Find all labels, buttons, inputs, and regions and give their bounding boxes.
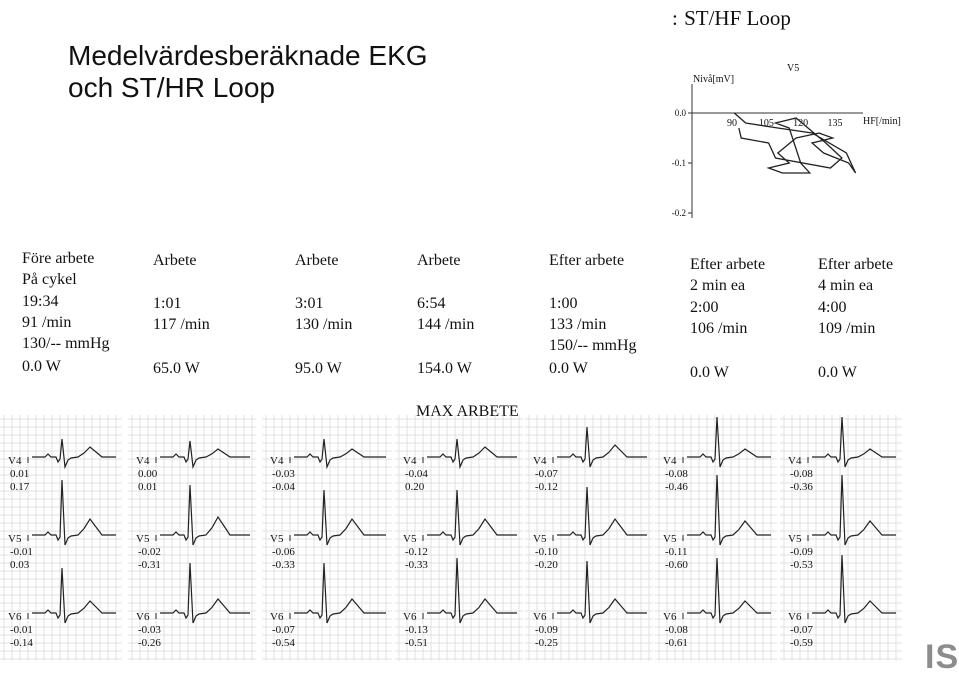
lead-values [8,455,29,494]
stage-column-line: Efter arbete [690,256,766,273]
ecg-panel [395,415,523,661]
lead-values [270,533,295,572]
loop-y-tick-label: 0.0 [674,108,686,118]
lead-name: V4 [8,455,22,467]
lead-name: V5 [403,533,417,545]
stage-column-line: 117 /min [153,316,210,333]
lead-name: V4 [136,455,150,467]
lead-value: -0.20 [535,559,558,571]
lead-value: -0.60 [665,559,688,571]
lead-name: V6 [270,611,284,623]
lead-value: -0.09 [535,624,558,636]
lead-value: -0.03 [138,624,161,636]
lead-value: -0.07 [790,624,813,636]
lead-value: -0.46 [665,481,688,493]
lead-name: V6 [8,611,22,623]
lead-value: -0.25 [535,637,558,649]
lead-value: 0.03 [10,559,30,571]
lead-value: 0.00 [138,468,158,480]
lead-value: 0.17 [10,481,30,493]
lead-value: -0.61 [665,637,688,649]
stage-column-line: 2:00 [690,299,719,316]
lead-values [788,455,813,494]
stage-column-line: 130/-- mmHg [22,335,110,352]
stage-column-line: 0.0 W [549,360,588,377]
lead-value: -0.09 [790,546,813,558]
lead-values [136,533,161,572]
ecg-trace-v4 [160,441,250,467]
lead-values [403,611,428,650]
stage-columns [0,250,959,400]
lead-value: -0.26 [138,637,161,649]
lead-value: -0.53 [790,559,813,571]
lead-name: V5 [136,533,150,545]
ecg-trace-v6 [294,563,386,623]
lead-values [136,611,161,650]
slide-title [68,40,428,104]
lead-value: 0.20 [405,481,425,493]
lead-name: V4 [788,455,802,467]
lead-value: -0.33 [405,559,428,571]
lead-name: V6 [136,611,150,623]
lead-name: V5 [663,533,677,545]
ecg-trace-v5 [32,480,116,545]
lead-value: -0.12 [535,481,558,493]
max-work-label: MAX ARBETE [416,403,519,420]
lead-value: -0.08 [665,624,688,636]
ecg-panel [655,415,777,661]
ecg-trace-v6 [557,561,647,623]
lead-value: -0.01 [10,624,33,636]
lead-value: -0.06 [272,546,295,558]
lead-value: -0.10 [535,546,558,558]
lead-value: -0.14 [10,637,33,649]
ecg-panel [780,415,902,661]
stage-column-line: 2 min ea [690,277,746,294]
lead-values [788,611,813,650]
title-line-1: Medelvärdesberäknade EKG [68,40,428,71]
lead-value: -0.02 [138,546,161,558]
stage-column-line: 4 min ea [818,277,874,294]
lead-name: V5 [8,533,22,545]
loop-lead-label: V5 [787,63,800,74]
lead-values [8,611,33,650]
lead-name: V6 [788,611,802,623]
st-hr-loop-chart [655,56,925,226]
ecg-trace-v6 [32,568,116,623]
loop-x-axis-label: HF[/min] [863,116,901,127]
ecg-trace-v4 [812,417,896,467]
lead-name: V4 [663,455,677,467]
ecg-panel [262,415,392,661]
ecg-panel [128,415,256,661]
lead-name: V6 [533,611,547,623]
lead-value: -0.08 [790,468,813,480]
loop-title [672,6,791,31]
lead-values [403,533,428,572]
ecg-trace-v6 [687,558,771,623]
ecg-trace-v4 [687,417,771,467]
stage-column-line: 6:54 [417,295,446,312]
lead-values [136,455,157,494]
title-line-2: och ST/HR Loop [68,72,275,103]
stage-column-line: 150/-- mmHg [549,337,637,354]
stage-column-line: 130 /min [295,316,353,333]
stage-column-line: Arbete [417,252,461,269]
loop-x-tick-label: 90 [727,118,737,129]
loop-title-lead: : [672,6,679,30]
ecg-trace-v6 [812,555,896,623]
stage-column-line: 106 /min [690,320,748,337]
stage-column-line: 19:34 [22,293,59,310]
lead-value: -0.11 [665,546,688,558]
lead-value: 0.01 [10,468,30,480]
stage-column-line: 133 /min [549,316,607,333]
ecg-trace-v5 [812,475,896,545]
stage-column-line: 1:01 [153,295,182,312]
lead-name: V4 [533,455,547,467]
lead-value: -0.04 [405,468,428,480]
ecg-trace-v5 [294,490,386,545]
lead-value: -0.54 [272,637,295,649]
stage-column-line: Arbete [153,252,197,269]
stage-column-line: 91 /min [22,314,72,331]
lead-value: -0.07 [535,468,558,480]
lead-values [663,533,688,572]
lead-name: V5 [533,533,547,545]
stage-column-line: 0.0 W [818,364,857,381]
lead-value: -0.31 [138,559,161,571]
loop-y-axis-label: Nivå[mV] [693,74,735,85]
lead-name: V5 [788,533,802,545]
stage-column-line: Före arbete [22,250,95,267]
lead-value: -0.36 [790,481,813,493]
lead-value: -0.13 [405,624,428,636]
lead-value: -0.33 [272,559,295,571]
ecg-trace-v4 [557,427,647,467]
stage-column-line: 4:00 [818,299,847,316]
loop-x-tick-label: 135 [827,118,843,129]
lead-values [8,533,33,572]
lead-value: -0.03 [272,468,295,480]
ecg-trace-v5 [557,487,647,545]
stage-column-line: På cykel [22,271,77,288]
ecg-panel [525,415,653,661]
stage-column-line: 0.0 W [22,358,61,375]
logo: IS [925,638,959,675]
lead-value: -0.12 [405,546,428,558]
lead-name: V4 [270,455,284,467]
stage-column-line: 109 /min [818,320,876,337]
stage-column-line: 3:01 [295,295,324,312]
stage-column-line: Efter arbete [818,256,894,273]
stage-column-line: 144 /min [417,316,475,333]
lead-values [533,533,558,572]
lead-values [533,611,558,650]
lead-name: V4 [403,455,417,467]
loop-y-tick-label: -0.2 [671,208,686,218]
lead-value: -0.07 [272,624,295,636]
lead-value: -0.04 [272,481,295,493]
ecg-trace-v5 [427,490,517,545]
stage-column-line: 0.0 W [690,364,729,381]
lead-values [270,611,295,650]
stage-column-line: Efter arbete [549,252,625,269]
lead-values [663,611,688,650]
lead-name: V6 [403,611,417,623]
lead-values [788,533,813,572]
lead-value: -0.01 [10,546,33,558]
lead-value: 0.01 [138,481,158,493]
lead-values [270,455,295,494]
loop-y-tick-label: -0.1 [671,158,686,168]
loop-title-text: ST/HF Loop [684,6,791,30]
lead-value: -0.08 [665,468,688,480]
ecg-trace-v6 [160,563,250,623]
stage-column-line: 65.0 W [153,360,200,377]
ecg-trace-v6 [427,558,517,623]
lead-name: V6 [663,611,677,623]
loop-x-tick-label: 120 [793,118,809,129]
lead-values [533,455,558,494]
lead-values [403,455,428,494]
stage-column-line: Arbete [295,252,339,269]
ecg-panel [0,415,122,661]
stage-column-line: 95.0 W [295,360,342,377]
ecg-trace-v5 [687,475,771,545]
lead-values [663,455,688,494]
stage-column-line: 1:00 [549,295,578,312]
lead-value: -0.59 [790,637,813,649]
lead-value: -0.51 [405,637,428,649]
loop-x-tick-label: 105 [758,118,774,129]
stage-column-line: 154.0 W [417,360,472,377]
lead-name: V5 [270,533,284,545]
